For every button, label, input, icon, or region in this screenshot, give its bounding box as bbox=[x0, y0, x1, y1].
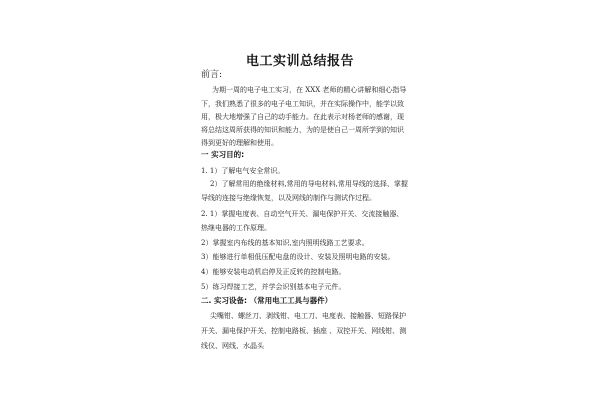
purpose-line: 4）能够安装电动机启停及正反转的控制电路。 bbox=[201, 268, 346, 276]
intro-line: 下，我们熟悉了很多的电子电工知识，并在实际操作中，能学以致 bbox=[201, 100, 404, 108]
section-heading-purpose: 一 实习目的: bbox=[201, 150, 245, 159]
purpose-line: 2）掌握室内布线的基本知识,室内照明线路工艺要求。 bbox=[201, 239, 369, 247]
equipment-line: 线仪、网线、水晶头 bbox=[201, 342, 264, 350]
purpose-line: 1. 1）了解电气安全常识。 bbox=[201, 167, 285, 175]
purpose-line: 3）能够进行单相低压配电盘的设计、安装及照明电路的安装。 bbox=[201, 253, 395, 261]
purpose-line: 导线的连接与绝缘恢复，以及网线的制作与测试作过程。 bbox=[201, 194, 376, 202]
section-heading-equipment: 二. 实习设备: （常用电工工具与器件） bbox=[201, 296, 333, 305]
intro-line: 将总结这周所获得的知识和能力，为的是使自己一周所学到的知识 bbox=[201, 126, 404, 134]
intro-line: 得到更好的理解和使用。 bbox=[201, 139, 278, 147]
document-title: 电工实训总结报告 bbox=[245, 54, 354, 69]
equipment-line: 尖嘴钳、螺丝刀、剥线钳、电工刀、电度表、接触器、短路保护 bbox=[210, 312, 406, 320]
intro-line: 为期一周的电子电工实习，在 XXX 老师的精心讲解和细心指导 bbox=[212, 86, 407, 94]
purpose-line: 5）练习焊接工艺，并学会识别基本电子元件。 bbox=[201, 283, 346, 291]
equipment-line: 开关、漏电保护开关、控制电路板、插座 、双控开关、网线钳、测 bbox=[201, 327, 407, 335]
foreword-label: 前言: bbox=[201, 70, 223, 80]
intro-line: 用，极大地增强了自己的动手能力。在此表示对杨老师的感谢，现 bbox=[201, 113, 404, 121]
purpose-line: 热继电器的工作原理。 bbox=[201, 224, 271, 232]
purpose-line: 2）了解常用的绝缘材料,常用的导电材料,常用导线的选择、掌握 bbox=[210, 180, 408, 188]
purpose-line: 2. 1）掌握电度表、自动空气开关、漏电保护开关、交流接触器、 bbox=[201, 210, 404, 218]
